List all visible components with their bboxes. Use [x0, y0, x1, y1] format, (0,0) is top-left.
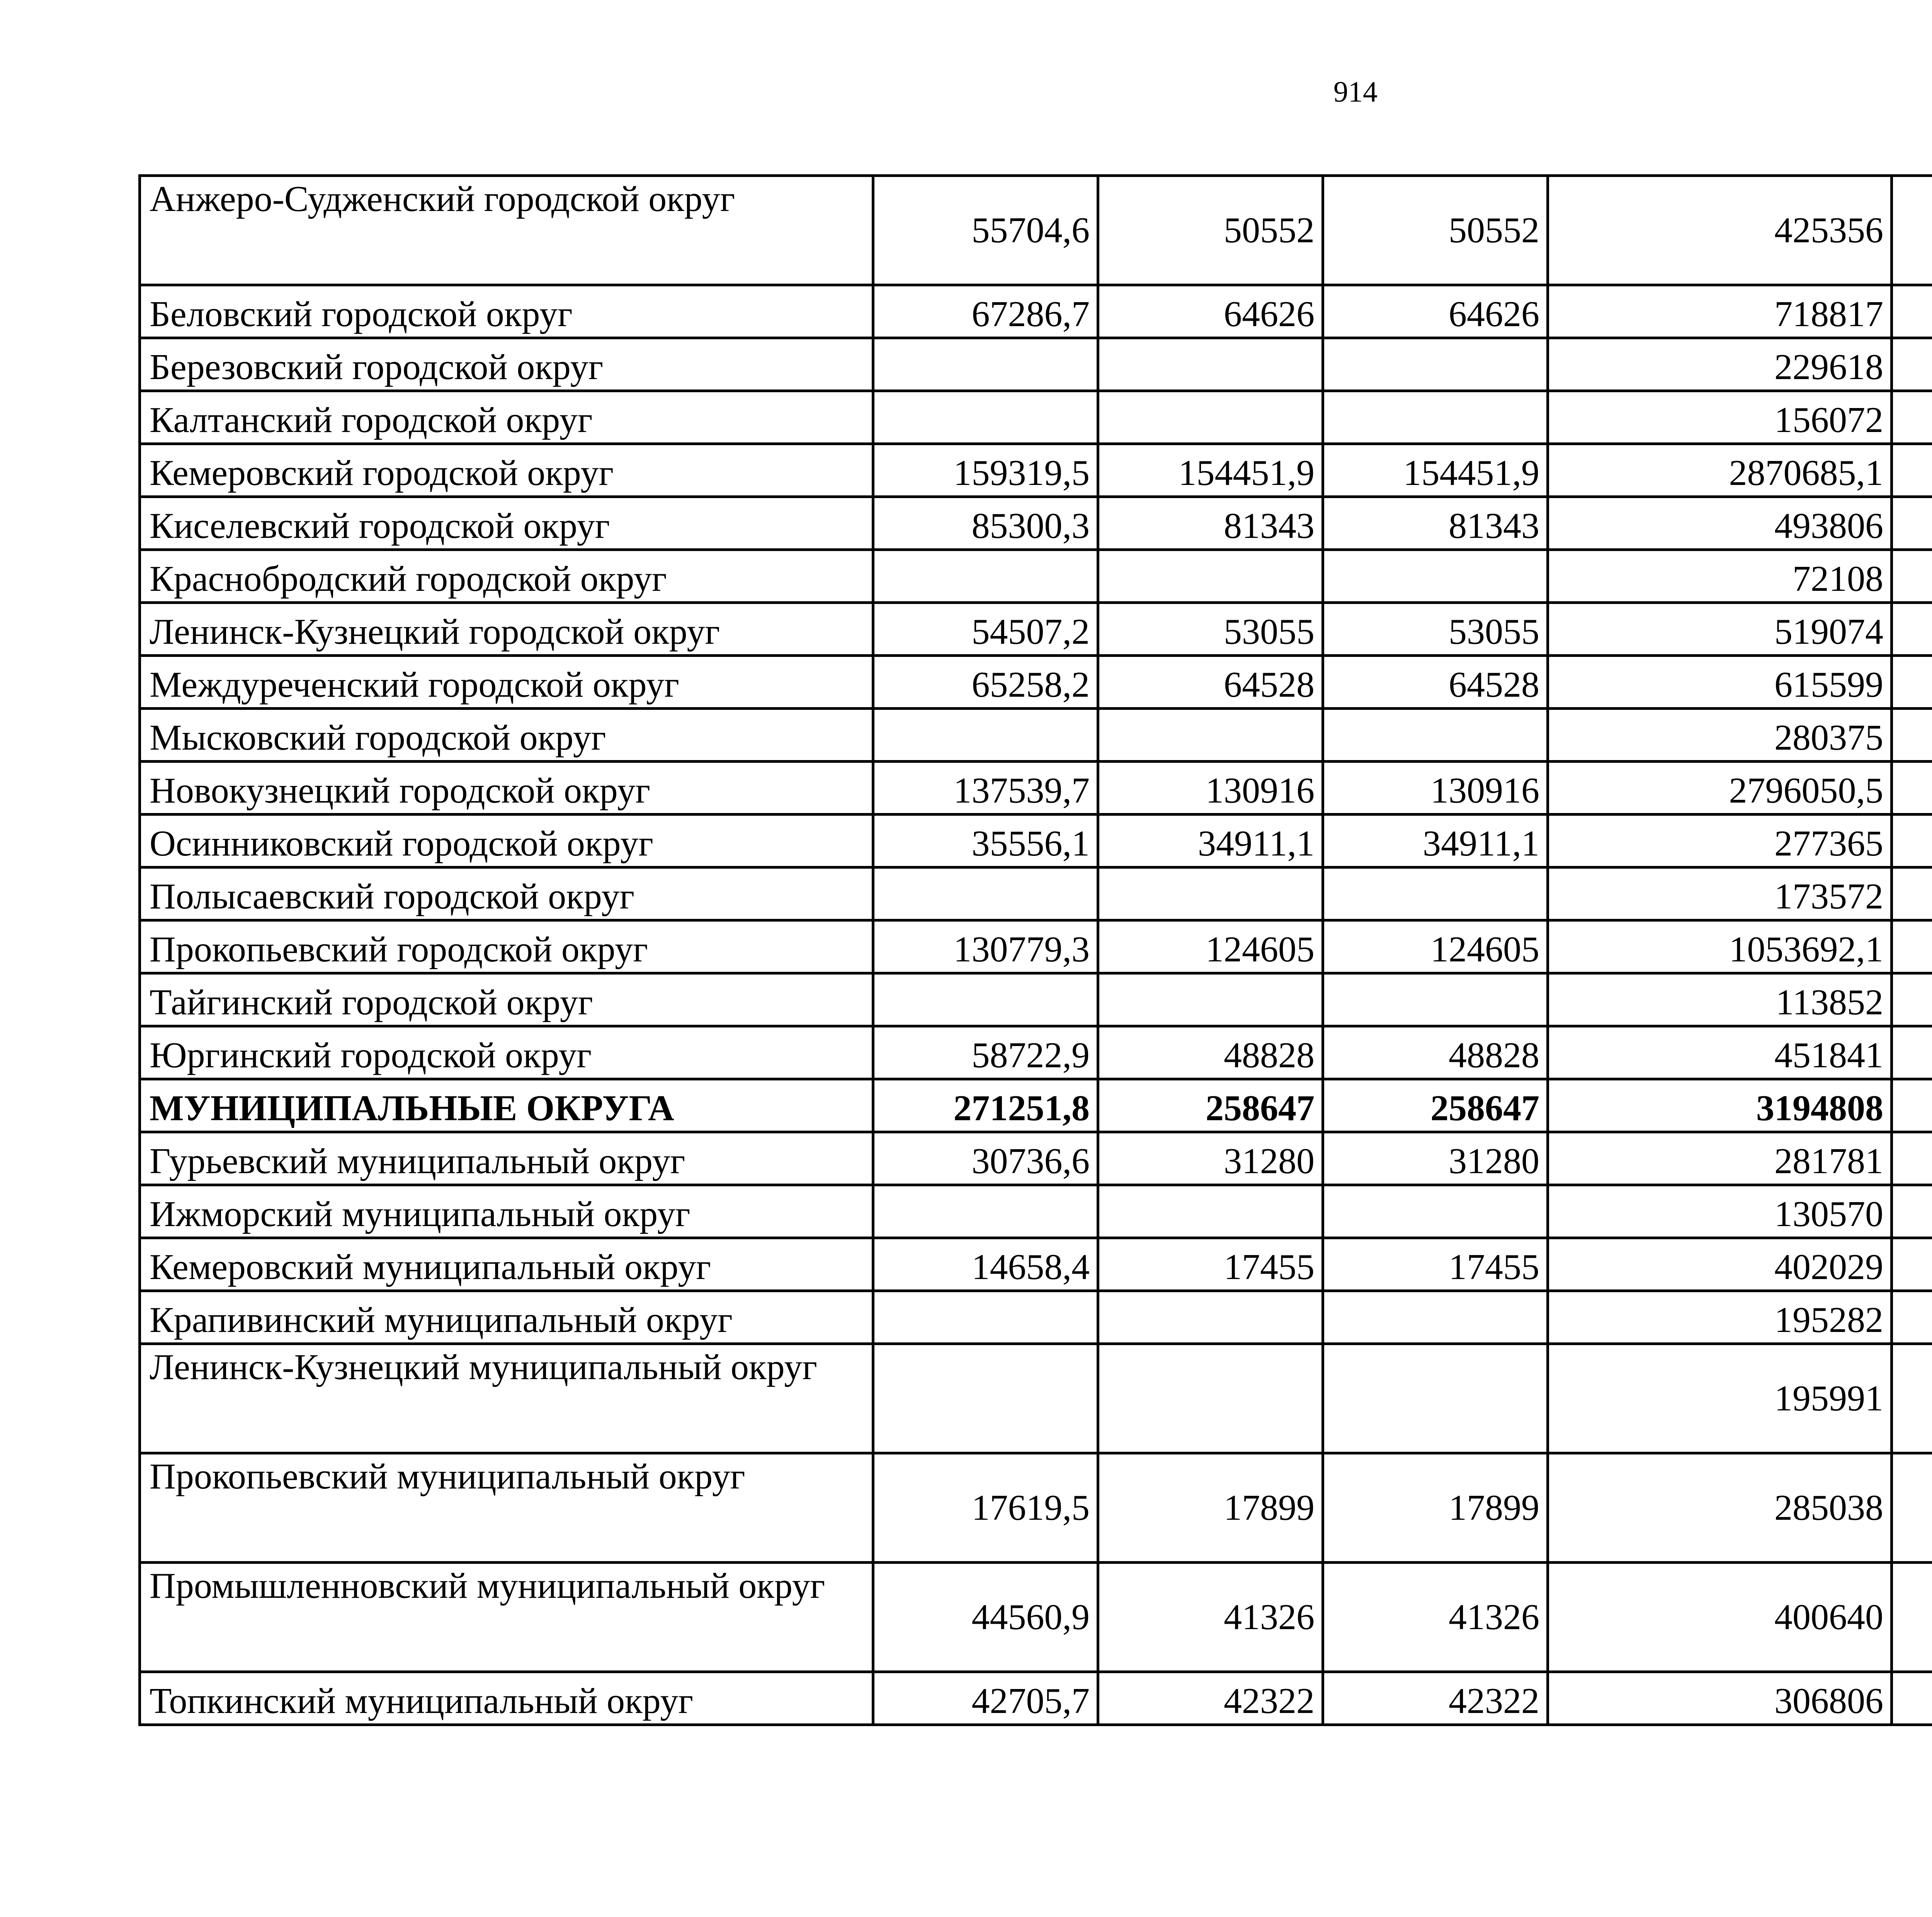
- table-row: [140, 391, 1932, 444]
- table-row: [140, 920, 1932, 973]
- value-cell-col-1: 17619,5: [873, 1453, 1098, 1563]
- value-cell-col-2: 64626: [1098, 285, 1323, 338]
- table-row: [140, 1291, 1932, 1344]
- value-cell-col-5: [1892, 1185, 1932, 1238]
- value-cell-col-5: [1892, 338, 1932, 391]
- value-cell-col-5: [1892, 1026, 1932, 1079]
- value-cell-col-4: 277365: [1548, 815, 1892, 867]
- value-cell-col-3: 34911,1: [1323, 815, 1548, 867]
- value-cell-col-1: 30736,6: [873, 1132, 1098, 1185]
- value-cell-col-3: [1323, 1291, 1548, 1344]
- value-cell-col-1: 65258,2: [873, 656, 1098, 709]
- district-name-cell: Прокопьевский городской округ: [140, 920, 873, 973]
- district-name-cell: Тайгинский городской округ: [140, 973, 873, 1026]
- value-cell-col-2: 53055: [1098, 603, 1323, 656]
- value-cell-col-1: [873, 1185, 1098, 1238]
- value-cell-col-2: 130916: [1098, 762, 1323, 815]
- value-cell-col-5: [1892, 176, 1932, 285]
- value-cell-col-1: 271251,8: [873, 1079, 1098, 1132]
- value-cell-col-2: [1098, 550, 1323, 603]
- district-name-cell: Краснобродский городской округ: [140, 550, 873, 603]
- value-cell-col-3: [1323, 1185, 1548, 1238]
- district-name-cell: Осинниковский городской округ: [140, 815, 873, 867]
- value-cell-col-2: 41326: [1098, 1563, 1323, 1672]
- district-name-cell: Новокузнецкий городской округ: [140, 762, 873, 815]
- value-cell-col-3: 154451,9: [1323, 444, 1548, 497]
- table-row: [140, 1132, 1932, 1185]
- value-cell-col-2: [1098, 1291, 1323, 1344]
- value-cell-col-4: 281781: [1548, 1132, 1892, 1185]
- value-cell-col-5: [1892, 391, 1932, 444]
- value-cell-col-4: 195282: [1548, 1291, 1892, 1344]
- value-cell-col-2: 17455: [1098, 1238, 1323, 1291]
- value-cell-col-5: [1892, 1291, 1932, 1344]
- value-cell-col-1: [873, 1291, 1098, 1344]
- value-cell-col-5: [1892, 656, 1932, 709]
- table-row: [140, 1563, 1932, 1672]
- district-name-cell: Полысаевский городской округ: [140, 867, 873, 920]
- table-row: [140, 709, 1932, 762]
- district-name-cell: Киселевский городской округ: [140, 497, 873, 550]
- value-cell-col-5: [1892, 1563, 1932, 1672]
- district-name-cell: Беловский городской округ: [140, 285, 873, 338]
- value-cell-col-4: 451841: [1548, 1026, 1892, 1079]
- value-cell-col-3: [1323, 867, 1548, 920]
- value-cell-col-2: [1098, 709, 1323, 762]
- value-cell-col-1: [873, 391, 1098, 444]
- value-cell-col-4: 306806: [1548, 1672, 1892, 1725]
- value-cell-col-2: [1098, 973, 1323, 1026]
- value-cell-col-3: [1323, 338, 1548, 391]
- value-cell-col-2: [1098, 391, 1323, 444]
- value-cell-col-1: 42705,7: [873, 1672, 1098, 1725]
- district-name-cell: МУНИЦИПАЛЬНЫЕ ОКРУГА: [140, 1079, 873, 1132]
- value-cell-col-5: [1892, 285, 1932, 338]
- district-name-cell: Кемеровский городской округ: [140, 444, 873, 497]
- value-cell-col-5: [1892, 1132, 1932, 1185]
- value-cell-col-1: 55704,6: [873, 176, 1098, 285]
- value-cell-col-4: 425356: [1548, 176, 1892, 285]
- value-cell-col-2: 64528: [1098, 656, 1323, 709]
- value-cell-col-4: 519074: [1548, 603, 1892, 656]
- value-cell-col-5: [1892, 1344, 1932, 1453]
- district-name-cell: Березовский городской округ: [140, 338, 873, 391]
- value-cell-col-4: 718817: [1548, 285, 1892, 338]
- value-cell-col-2: [1098, 1344, 1323, 1453]
- value-cell-col-5: [1892, 920, 1932, 973]
- value-cell-col-3: 258647: [1323, 1079, 1548, 1132]
- district-name-cell: Промышленновский муниципальный округ: [140, 1563, 873, 1672]
- budget-table: [138, 174, 1932, 1726]
- value-cell-col-2: 31280: [1098, 1132, 1323, 1185]
- value-cell-col-2: [1098, 1185, 1323, 1238]
- value-cell-col-5: [1892, 762, 1932, 815]
- table-row: [140, 1185, 1932, 1238]
- value-cell-col-4: 113852: [1548, 973, 1892, 1026]
- value-cell-col-3: [1323, 550, 1548, 603]
- table-row: [140, 550, 1932, 603]
- value-cell-col-1: 159319,5: [873, 444, 1098, 497]
- district-name-cell: Прокопьевский муниципальный округ: [140, 1453, 873, 1563]
- value-cell-col-3: [1323, 709, 1548, 762]
- table-row: [140, 762, 1932, 815]
- value-cell-col-3: 42322: [1323, 1672, 1548, 1725]
- district-name-cell: Ижморский муниципальный округ: [140, 1185, 873, 1238]
- district-name-cell: Ленинск-Кузнецкий муниципальный округ: [140, 1344, 873, 1453]
- value-cell-col-1: 54507,2: [873, 603, 1098, 656]
- table-row: [140, 338, 1932, 391]
- district-name-cell: Кемеровский муниципальный округ: [140, 1238, 873, 1291]
- value-cell-col-2: [1098, 338, 1323, 391]
- table-row: [140, 1344, 1932, 1453]
- value-cell-col-1: [873, 550, 1098, 603]
- value-cell-col-4: 615599: [1548, 656, 1892, 709]
- value-cell-col-3: 64528: [1323, 656, 1548, 709]
- value-cell-col-3: [1323, 391, 1548, 444]
- table-row: [140, 867, 1932, 920]
- district-name-cell: Ленинск-Кузнецкий городской округ: [140, 603, 873, 656]
- value-cell-col-5: [1892, 497, 1932, 550]
- table-row: [140, 603, 1932, 656]
- value-cell-col-4: 1053692,1: [1548, 920, 1892, 973]
- value-cell-col-3: 64626: [1323, 285, 1548, 338]
- table-row: [140, 973, 1932, 1026]
- district-name-cell: Крапивинский муниципальный округ: [140, 1291, 873, 1344]
- table-row: [140, 1453, 1932, 1563]
- table-row: [140, 285, 1932, 338]
- value-cell-col-4: 280375: [1548, 709, 1892, 762]
- value-cell-col-4: 72108: [1548, 550, 1892, 603]
- value-cell-col-3: 130916: [1323, 762, 1548, 815]
- value-cell-col-4: 2796050,5: [1548, 762, 1892, 815]
- value-cell-col-2: 50552: [1098, 176, 1323, 285]
- value-cell-col-5: [1892, 1453, 1932, 1563]
- table-body: [140, 176, 1932, 1725]
- value-cell-col-1: [873, 338, 1098, 391]
- value-cell-col-1: 130779,3: [873, 920, 1098, 973]
- value-cell-col-1: 85300,3: [873, 497, 1098, 550]
- value-cell-col-3: 50552: [1323, 176, 1548, 285]
- table-row: [140, 444, 1932, 497]
- value-cell-col-4: 195991: [1548, 1344, 1892, 1453]
- value-cell-col-4: 130570: [1548, 1185, 1892, 1238]
- value-cell-col-1: 44560,9: [873, 1563, 1098, 1672]
- value-cell-col-4: 2870685,1: [1548, 444, 1892, 497]
- value-cell-col-2: 42322: [1098, 1672, 1323, 1725]
- value-cell-col-3: 31280: [1323, 1132, 1548, 1185]
- value-cell-col-2: 258647: [1098, 1079, 1323, 1132]
- value-cell-col-5: [1892, 867, 1932, 920]
- value-cell-col-2: [1098, 867, 1323, 920]
- value-cell-col-3: [1323, 1344, 1548, 1453]
- value-cell-col-3: 17899: [1323, 1453, 1548, 1563]
- value-cell-col-4: 3194808: [1548, 1079, 1892, 1132]
- value-cell-col-5: [1892, 1079, 1932, 1132]
- district-name-cell: Топкинский муниципальный округ: [140, 1672, 873, 1725]
- value-cell-col-1: [873, 973, 1098, 1026]
- value-cell-col-1: 137539,7: [873, 762, 1098, 815]
- district-name-cell: Гурьевский муниципальный округ: [140, 1132, 873, 1185]
- value-cell-col-2: 81343: [1098, 497, 1323, 550]
- value-cell-col-1: 67286,7: [873, 285, 1098, 338]
- value-cell-col-1: [873, 1344, 1098, 1453]
- value-cell-col-4: 402029: [1548, 1238, 1892, 1291]
- value-cell-col-5: [1892, 815, 1932, 867]
- value-cell-col-4: 229618: [1548, 338, 1892, 391]
- table-row: [140, 497, 1932, 550]
- table-row: [140, 1672, 1932, 1725]
- value-cell-col-4: 400640: [1548, 1563, 1892, 1672]
- district-name-cell: Анжеро-Судженский городской округ: [140, 176, 873, 285]
- value-cell-col-5: [1892, 444, 1932, 497]
- page-number: 914: [1333, 76, 1378, 108]
- district-name-cell: Мысковский городской округ: [140, 709, 873, 762]
- value-cell-col-2: 154451,9: [1098, 444, 1323, 497]
- value-cell-col-5: [1892, 603, 1932, 656]
- table-row: [140, 815, 1932, 867]
- value-cell-col-1: 35556,1: [873, 815, 1098, 867]
- value-cell-col-1: [873, 709, 1098, 762]
- value-cell-col-1: 58722,9: [873, 1026, 1098, 1079]
- value-cell-col-2: 17899: [1098, 1453, 1323, 1563]
- value-cell-col-5: [1892, 973, 1932, 1026]
- table-section-row: [140, 1079, 1932, 1132]
- value-cell-col-5: [1892, 1672, 1932, 1725]
- district-name-cell: Юргинский городской округ: [140, 1026, 873, 1079]
- value-cell-col-3: 81343: [1323, 497, 1548, 550]
- value-cell-col-4: 285038: [1548, 1453, 1892, 1563]
- district-name-cell: Калтанский городской округ: [140, 391, 873, 444]
- value-cell-col-1: [873, 867, 1098, 920]
- table-row: [140, 1026, 1932, 1079]
- value-cell-col-5: [1892, 550, 1932, 603]
- value-cell-col-5: [1892, 709, 1932, 762]
- district-name-cell: Междуреченский городской округ: [140, 656, 873, 709]
- value-cell-col-3: 53055: [1323, 603, 1548, 656]
- value-cell-col-1: 14658,4: [873, 1238, 1098, 1291]
- value-cell-col-3: 17455: [1323, 1238, 1548, 1291]
- table-row: [140, 1238, 1932, 1291]
- table-row: [140, 176, 1932, 285]
- value-cell-col-3: 41326: [1323, 1563, 1548, 1672]
- value-cell-col-3: [1323, 973, 1548, 1026]
- table-row: [140, 656, 1932, 709]
- value-cell-col-2: 48828: [1098, 1026, 1323, 1079]
- value-cell-col-3: 48828: [1323, 1026, 1548, 1079]
- value-cell-col-4: 156072: [1548, 391, 1892, 444]
- value-cell-col-2: 124605: [1098, 920, 1323, 973]
- value-cell-col-5: [1892, 1238, 1932, 1291]
- value-cell-col-4: 493806: [1548, 497, 1892, 550]
- value-cell-col-2: 34911,1: [1098, 815, 1323, 867]
- value-cell-col-4: 173572: [1548, 867, 1892, 920]
- value-cell-col-3: 124605: [1323, 920, 1548, 973]
